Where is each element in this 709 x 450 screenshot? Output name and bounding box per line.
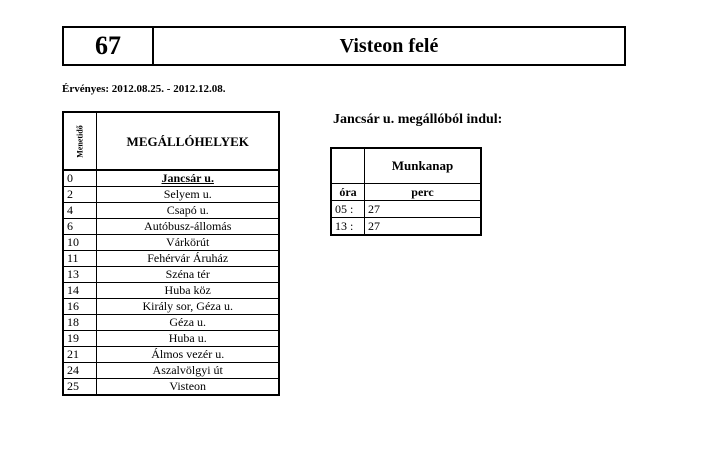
stop-row <box>63 363 279 379</box>
stop-name: Géza u. <box>97 315 279 331</box>
stop-name: Aszalvölgyi út <box>97 363 279 379</box>
stop-travel-time: 2 <box>63 187 97 203</box>
departure-hour: 13 : <box>331 218 365 236</box>
stop-row <box>63 347 279 363</box>
stop-row <box>63 203 279 219</box>
stop-row <box>63 267 279 283</box>
validity-period: Érvényes: 2012.08.25. - 2012.12.08. <box>62 83 226 95</box>
route-header <box>62 26 626 66</box>
departure-row <box>331 201 481 218</box>
stops-table <box>62 111 280 396</box>
stop-name: Huba köz <box>97 283 279 299</box>
stop-name: Várkörút <box>97 235 279 251</box>
departure-hour: 05 : <box>331 201 365 218</box>
stop-travel-time: 13 <box>63 267 97 283</box>
stop-row <box>63 283 279 299</box>
departure-minutes: 27 <box>365 201 482 218</box>
stop-travel-time: 11 <box>63 251 97 267</box>
stop-row <box>63 219 279 235</box>
stop-travel-time: 24 <box>63 363 97 379</box>
stop-name: Fehérvár Áruház <box>97 251 279 267</box>
stop-name: Álmos vezér u. <box>97 347 279 363</box>
stop-row <box>63 315 279 331</box>
departure-minutes: 27 <box>365 218 482 236</box>
stop-name: Király sor, Géza u. <box>97 299 279 315</box>
col-hour: óra <box>331 184 365 201</box>
col-minute: perc <box>365 184 482 201</box>
stop-travel-time: 0 <box>63 170 97 187</box>
stop-travel-time: 10 <box>63 235 97 251</box>
departure-title: Jancsár u. megállóból indul: <box>333 112 503 127</box>
route-number: 67 <box>64 28 154 64</box>
stop-travel-time: 16 <box>63 299 97 315</box>
stop-travel-time: 19 <box>63 331 97 347</box>
stop-name: Huba u. <box>97 331 279 347</box>
stop-row <box>63 299 279 315</box>
stop-travel-time: 6 <box>63 219 97 235</box>
stop-travel-time: 18 <box>63 315 97 331</box>
stop-name: Autóbusz-állomás <box>97 219 279 235</box>
corner-cell <box>331 148 365 184</box>
departure-times-table <box>330 147 482 236</box>
stop-name: Széna tér <box>97 267 279 283</box>
stop-name: Selyem u. <box>97 187 279 203</box>
stop-row <box>63 251 279 267</box>
stop-travel-time: 4 <box>63 203 97 219</box>
stop-name: Jancsár u. <box>97 170 279 187</box>
day-type: Munkanap <box>365 148 482 184</box>
stop-row <box>63 170 279 187</box>
col-travel-time: Menetidő <box>63 112 97 170</box>
stop-name: Csapó u. <box>97 203 279 219</box>
route-destination: Visteon felé <box>339 34 439 57</box>
stop-travel-time: 25 <box>63 379 97 396</box>
stop-row <box>63 331 279 347</box>
stop-row <box>63 187 279 203</box>
departure-row <box>331 218 481 236</box>
stop-travel-time: 14 <box>63 283 97 299</box>
stop-travel-time: 21 <box>63 347 97 363</box>
col-stops: MEGÁLLÓHELYEK <box>97 112 279 170</box>
stop-row <box>63 235 279 251</box>
stop-name: Visteon <box>97 379 279 396</box>
stop-row <box>63 379 279 396</box>
